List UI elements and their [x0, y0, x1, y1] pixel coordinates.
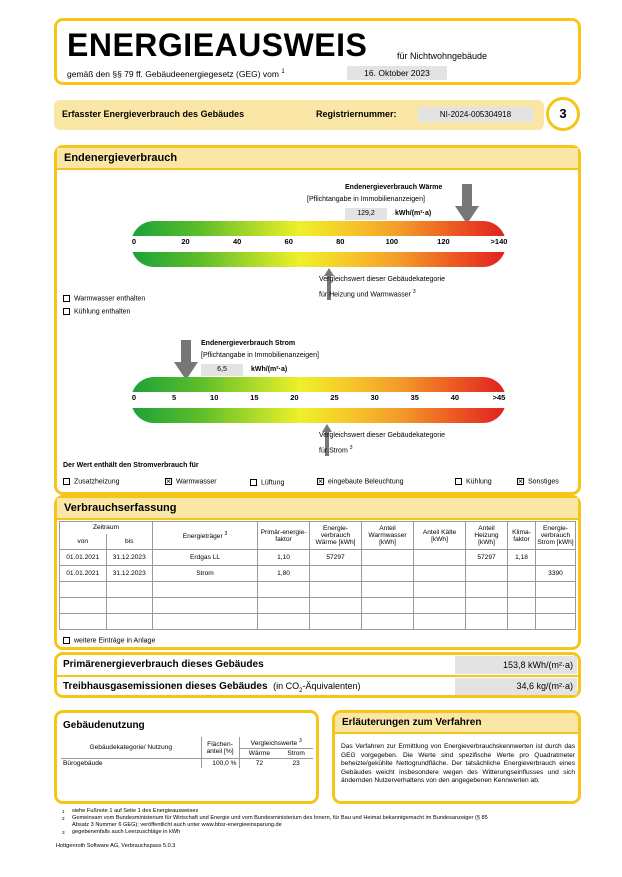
option-warmwasser[interactable]: Warmwasser enthalten [63, 295, 145, 302]
heat-value: 129,2 [345, 208, 387, 220]
col-zeitraum: Zeitraum [60, 522, 153, 534]
nutzung-title: Gebäudenutzung [63, 720, 145, 731]
include-warmwasser[interactable]: × Warmwasser [165, 478, 217, 485]
table-row: Bürogebäude 100,0 % 72 23 [63, 760, 300, 768]
summary-box [54, 652, 581, 698]
include-lueftung[interactable]: Lüftung [250, 479, 284, 486]
footnote-3: 3 gegebenenfalls auch Leerzuschläge in kWh [62, 829, 181, 835]
primaer-label: Primärenergieverbrauch dieses Gebäudes [63, 659, 264, 670]
power-note: [Pflichtangabe in Immobilienanzeigen] [201, 352, 319, 359]
more-entries[interactable]: weitere Einträge in Anlage [63, 637, 155, 644]
scale-tick-label: 100 [385, 237, 399, 246]
heat-unit: kWh/(m²·a) [395, 210, 432, 217]
thg-label: Treibhausgasemissionen dieses Gebäudes (in $CO_2-Äquivalenten$) [63, 681, 361, 694]
col-bis: bis [106, 534, 153, 550]
col-kaelte: Anteil Kälte [kWh] [414, 522, 466, 550]
power-label: Endenergieverbrauch Strom [201, 340, 296, 347]
verbrauch-table [59, 521, 576, 630]
include-zusatzheizung[interactable]: Zusatzheizung [63, 478, 120, 485]
scale-tick-label: 25 [330, 393, 339, 402]
erlaeuterung-title: Erläuterungen zum Verfahren [335, 713, 578, 734]
checkbox-icon [63, 295, 70, 302]
scale-tick-label: 40 [450, 393, 460, 402]
checkbox-icon [455, 478, 462, 485]
reg-label: Registriernummer: [316, 109, 397, 119]
scale-tick-label: 5 [172, 393, 177, 402]
verbrauch-title: Verbrauchserfassung [57, 498, 578, 520]
doc-title: ENERGIEAUSWEIS [67, 27, 368, 63]
col-flaeche: Flächen-anteil [%] [201, 737, 239, 759]
footnote-1: 1 siehe Fußnote 1 auf Seite 1 des Energieausweises [62, 808, 199, 814]
heat-reference-label: Vergleichswert dieser Gebäudekategorie für Heizung und Warmwasser $^3$ [319, 276, 446, 299]
power-marker-arrow-icon [174, 340, 198, 380]
includes-title: Der Wert enthält den Stromverbrauch für [63, 462, 199, 469]
checkbox-icon [63, 637, 70, 644]
scale-tick-label: 10 [210, 393, 219, 402]
power-scale-bar [131, 377, 506, 423]
checkbox-icon [63, 308, 70, 315]
include-kuehlung[interactable]: Kühlung [455, 478, 492, 485]
heat-marker-arrow-icon [455, 184, 479, 224]
heat-label: Endenergieverbrauch Wärme [345, 184, 443, 191]
col-vergleich: Vergleichswerte $^3$ [250, 738, 302, 748]
scale-tick-label: 60 [284, 237, 293, 246]
footnote-2: 2 Gemeinsam vom Bundesministerium für Wirtschaft und Energie und vom Bundesministerium des Innern, für Bau und Heimat bekanntgemacht im Bundesanzeiger (§ 85 Absatz 3 Nummer 6 GEG); veröffentlicht auch unter www.bbsr-energieeinsparung.de [62, 815, 488, 828]
scale-tick-label: 0 [131, 393, 137, 402]
divider [57, 675, 578, 677]
erlaeuterung-text: Das Verfahren zur Ermittlung von Energieverbrauchskennwerten ist durch das GEG vorgegeben. Die Werte sind spezifische Werte pro Quadratmeter beheizte/gekühlte Nettogrundfläche. Der tatsächliche Energieverbrauch eines Gebäudes weicht insbesondere wegen des Witterungseinflusses und sich ändernden Nutzerverhaltens von den angegebenen Kennwerten ab. [341, 743, 575, 784]
col-strom: Energie-verbrauch Strom [kWh] [536, 522, 576, 550]
scale-tick-label: >45 [492, 393, 506, 402]
scale-tick-label: 30 [370, 393, 379, 402]
col-strom: Strom [287, 750, 305, 758]
page-number: 3 [546, 97, 580, 131]
scale-tick-label: 20 [290, 393, 299, 402]
col-primaer: Primär-energie-faktor [258, 522, 310, 550]
primaer-value: 153,8 kWh/(m²·a) [455, 656, 577, 674]
checkbox-icon [63, 478, 70, 485]
info-label: Erfasster Energieverbrauch des Gebäudes [62, 109, 245, 119]
scale-tick-label: >140 [490, 237, 508, 246]
heat-note: [Pflichtangabe in Immobilienanzeigen] [307, 196, 425, 203]
col-heizung: Anteil Heizung [kWh] [466, 522, 508, 550]
scale-tick-label: 0 [131, 237, 137, 246]
doc-subtitle: für Nichtwohngebäude [397, 51, 488, 61]
option-kuehlung[interactable]: Kühlung enthalten [63, 308, 130, 315]
power-reference-label: Vergleichswert dieser Gebäudekategorie für Strom $^3$ [319, 432, 446, 455]
reg-value: NI-2024-005304918 [418, 107, 533, 122]
include-beleuchtung[interactable]: × eingebaute Beleuchtung [317, 478, 404, 485]
scale-tick-label: 20 [181, 237, 190, 246]
law-line: gemäß den §§ 79 ff. Gebäudeenergiegesetz (GEG) vom $^1$ [67, 69, 285, 79]
software-label: Hottgenroth Software AG, Verbrauchspass 5.0.3 [56, 843, 176, 849]
table-row [60, 598, 576, 614]
heat-scale-bar [131, 221, 506, 267]
issue-date: 16. Oktober 2023 [347, 66, 447, 80]
erlaeuterung-box [332, 710, 581, 804]
scale-tick-label: 35 [410, 393, 419, 402]
nutzung-box [54, 710, 319, 804]
col-von: von [60, 534, 107, 550]
table-row [60, 582, 576, 598]
table-row: 01.01.2021 31.12.2023 Strom 1,80 3390 [60, 566, 576, 582]
table-row [60, 614, 576, 630]
info-bar [54, 100, 544, 130]
checked-checkbox-icon [165, 478, 172, 485]
verbrauch-box [54, 495, 581, 650]
scale-tick-label: 120 [437, 237, 450, 246]
power-unit: kWh/(m²·a) [251, 366, 288, 373]
nutzung-table [61, 737, 313, 768]
scale-tick-label: 80 [336, 237, 345, 246]
checkbox-icon [250, 479, 257, 486]
endenergie-box [54, 145, 581, 495]
scale-tick-label: 15 [250, 393, 259, 402]
header-box [54, 18, 581, 85]
checked-checkbox-icon [517, 478, 524, 485]
col-kategorie: Gebäudekategorie/ Nutzung [61, 737, 201, 759]
col-waerme: Energie-verbrauch Wärme [kWh] [310, 522, 362, 550]
scale-tick-label: 40 [232, 237, 242, 246]
col-traeger: Energieträger $^3$ [153, 522, 258, 550]
col-ww: Anteil Warmwasser [kWh] [362, 522, 414, 550]
col-waerme: Wärme [248, 750, 270, 758]
checked-checkbox-icon [317, 478, 324, 485]
endenergie-title: Endenergieverbrauch [57, 148, 578, 170]
col-klima: Klima-faktor [508, 522, 536, 550]
include-sonstiges[interactable]: × Sonstiges [517, 478, 559, 485]
table-row: 01.01.2021 31.12.2023 Erdgas LL 1,10 57297 57297 1,18 [60, 550, 576, 566]
power-value: 6,5 [201, 364, 243, 376]
footnotes [62, 808, 502, 836]
thg-value: 34,6 kg/(m²·a) [455, 678, 577, 695]
